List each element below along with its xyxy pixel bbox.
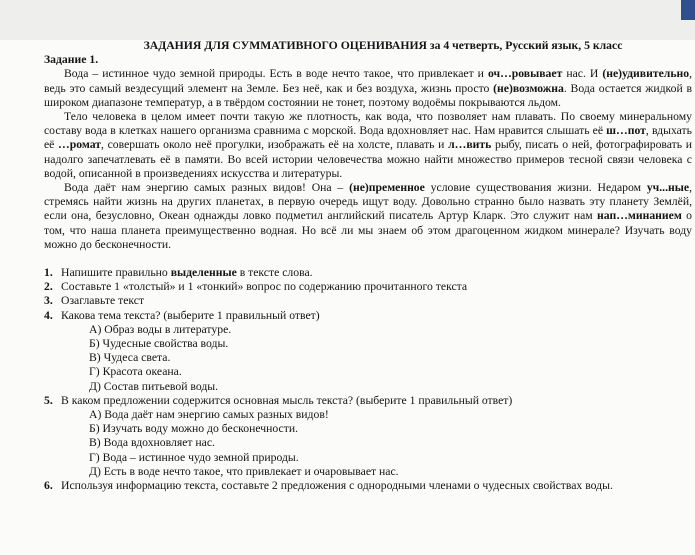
highlighted-word: (не)возможна xyxy=(493,81,564,95)
highlighted-word: (не)удивительно xyxy=(602,67,690,81)
highlighted-word: …ромат xyxy=(58,138,102,152)
task-label: Задание 1. xyxy=(44,53,99,67)
question-text xyxy=(61,309,320,322)
question-list xyxy=(44,266,692,493)
question-number: 3. xyxy=(44,294,53,308)
text-run: Озаглавьте текст xyxy=(61,294,145,308)
question-number: 5. xyxy=(44,393,53,407)
text-run: Напишите правильно xyxy=(61,266,171,280)
answer-option: Д) Есть в воде нечто такое, что привлекает и очаровывает нас. xyxy=(89,464,399,478)
question-6 xyxy=(44,479,692,493)
question-text xyxy=(61,294,144,307)
question-number: 1. xyxy=(44,266,53,280)
text-run: , вдыхать её xyxy=(44,124,692,152)
top-bar xyxy=(0,0,695,40)
text-run: рыбу, писать о ней, фотографировать и надолго запечатлевать её в памяти. Во всей истории человечества можно найти множество примеров тесной связи человека с водой, описанной в произведениях искусства и литературы. xyxy=(44,138,693,180)
question-5 xyxy=(44,394,692,408)
text-run: условие существования жизни. Недаром xyxy=(424,181,647,195)
answer-option: Г) Красота океана. xyxy=(89,365,182,379)
question-number: 6. xyxy=(44,479,53,493)
highlighted-word: оч…ровывает xyxy=(487,67,563,81)
text-run: Составьте 1 «толстый» и 1 «тонкий» вопрос по содержанию прочитанного текста xyxy=(61,280,468,294)
text-run: , стремясь найти жизнь на других планетах, в первую очередь ищут воду. Довольно странно было назвать эту планету Землёй, если она, безусловно, Океан однажды ловко подметил английский писатель Артур Кларк. Это служит нам xyxy=(44,181,692,223)
question-4 xyxy=(44,309,692,323)
answer-option: Б) Чудесные свойства воды. xyxy=(89,337,229,351)
question-number: 4. xyxy=(44,308,53,322)
highlighted-word: л…вить xyxy=(448,138,492,152)
answer-option: Б) Изучать воду можно до бесконечности. xyxy=(89,422,298,436)
text-run: о том, что наша планета преимущественно водная. Но всё ли мы знаем об этом драгоценном жидком минерале? Изучать воду можно до бесконечности. xyxy=(44,209,693,251)
text-run: Тело человека в целом имеет почти такую же плотность, как вода, что позволяет нам плавать. По своему минеральному составу вода в клетках нашего организма сравнима с морской. Вода вдохновляет нас. Нам нравится слышать её xyxy=(44,110,692,138)
text-run: , ведь это самый вездесущий элемент на Земле. Без неё, как и без воздуха, жизнь просто xyxy=(44,67,692,95)
highlighted-word: уч...ные xyxy=(646,181,690,195)
text-run: Вода – истинное чудо земной природы. Есть в воде нечто такое, что привлекает и xyxy=(64,67,488,81)
answer-option: Г) Вода – истинное чудо земной природы. xyxy=(89,450,299,464)
question-text xyxy=(61,479,613,492)
text-run: Какова тема текста? (выберите 1 правильный ответ) xyxy=(61,308,320,322)
text-run: Вода даёт нам энергию самых разных видов! Она – xyxy=(64,181,350,195)
text-run: в тексте слова. xyxy=(236,266,313,280)
paragraph-3 xyxy=(44,181,692,252)
text-run: В каком предложении содержится основная мысль текста? (выберите 1 правильный ответ) xyxy=(61,393,513,407)
text-run: . Вода остается жидкой в широком диапазоне температур, а в твёрдом состоянии не тонет, поэтому водоёмы покрываются льдом. xyxy=(44,81,692,109)
highlighted-word: (не)пременное xyxy=(349,181,425,195)
question-3 xyxy=(44,294,692,308)
question-number: 2. xyxy=(44,280,53,294)
answer-option: А) Вода даёт нам энергию самых разных видов! xyxy=(89,408,329,422)
document-title: ЗАДАНИЯ ДЛЯ СУММАТИВНОГО ОЦЕНИВАНИЯ за 4 четверть, Русский язык, 5 класс xyxy=(143,39,623,52)
answer-option: А) Образ воды в литературе. xyxy=(89,322,232,336)
highlighted-word: ш…пот xyxy=(606,124,646,138)
question-text xyxy=(61,394,512,407)
question-1 xyxy=(44,266,692,280)
text-run: Используя информацию текста, составьте 2 предложения с однородными членами о чудесных свойствах воды. xyxy=(61,479,613,493)
text-run: , совершать около неё прогулки, изображать её на холсте, плавать и xyxy=(101,138,449,152)
text-run: нас. И xyxy=(562,67,603,81)
answer-option: В) Чудеса света. xyxy=(89,351,171,365)
document-content xyxy=(44,39,692,493)
corner-badge xyxy=(681,0,695,20)
question-text xyxy=(61,280,467,293)
highlighted-word: выделенные xyxy=(170,266,237,280)
question-2 xyxy=(44,280,692,294)
answer-option: В) Вода вдохновляет нас. xyxy=(89,436,215,450)
paragraph-2 xyxy=(44,110,692,181)
highlighted-word: нап…минанием xyxy=(597,209,682,223)
answer-option: Д) Состав питьевой воды. xyxy=(89,379,219,393)
question-text xyxy=(61,266,313,279)
paragraph-1 xyxy=(44,67,692,110)
